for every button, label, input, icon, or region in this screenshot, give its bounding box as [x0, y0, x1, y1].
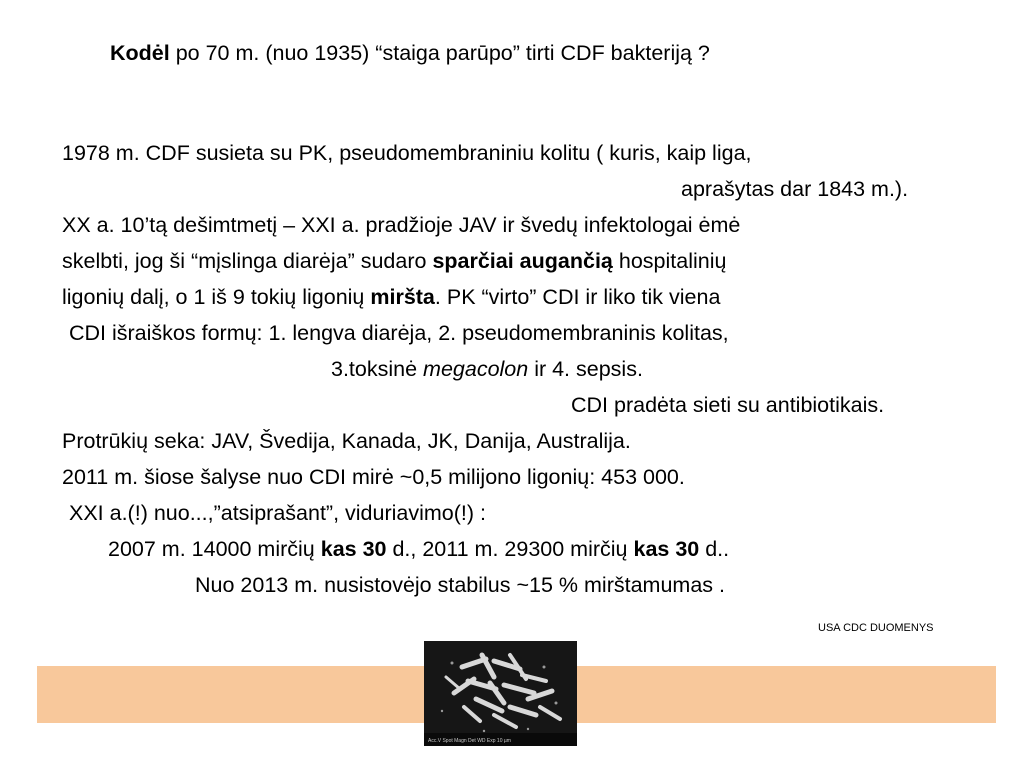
- text-line-4-a: skelbti, jog ši “mįslinga diarėja” sudaro: [62, 249, 433, 273]
- text-line-3: XX a. 10’tą dešimtmetį – XXI a. pradžioje JAV ir švedų infektologai ėmė: [62, 213, 741, 237]
- text-line-8: CDI pradėta sieti su antibiotikais.: [571, 393, 885, 417]
- text-line-12: [108, 536, 729, 562]
- text-line-7-a: 3.toksinė: [331, 357, 424, 381]
- text-line-6: CDI išraiškos formų: 1. lengva diarėja, 2. pseudomembraninis kolitas,: [69, 321, 729, 345]
- text-line-4-c: hospitalinių: [612, 249, 727, 273]
- text-line-12-bold-1: kas 30: [320, 537, 387, 561]
- text-line-5-c: . PK “virto” CDI ir liko tik viena: [434, 285, 721, 309]
- text-line-12-bold-2: kas 30: [633, 537, 700, 561]
- text-line-12-e: d..: [699, 537, 730, 561]
- text-line-4: [62, 248, 726, 274]
- title-bold: Kodėl: [110, 41, 170, 65]
- text-line-13: Nuo 2013 m. nusistovėjo stabilus ~15 % mirštamumas .: [195, 573, 725, 597]
- slide-title: [110, 41, 710, 66]
- text-line-7-c: ir 4. sepsis.: [528, 357, 643, 381]
- text-line-4-bold: sparčiai augančią: [432, 249, 613, 273]
- micrograph-caption: Acc.V Spot Magn Det WD Exp 10 µm: [428, 738, 511, 744]
- title-rest: po 70 m. (nuo 1935) “staiga parūpo” tirti CDF bakteriją ?: [169, 41, 710, 65]
- text-line-5: [62, 284, 720, 310]
- text-line-7: [331, 356, 643, 382]
- text-line-12-a: 2007 m. 14000 mirčių: [108, 537, 321, 561]
- text-line-9: Protrūkių seka: JAV, Švedija, Kanada, JK, Danija, Australija.: [62, 429, 631, 453]
- text-line-11: XXI a.(!) nuo...,”atsiprašant”, viduriavimo(!) :: [69, 501, 486, 525]
- bacteria-micrograph: [424, 641, 577, 746]
- text-line-1: 1978 m. CDF susieta su PK, pseudomembraniniu kolitu ( kuris, kaip liga,: [62, 141, 752, 165]
- text-line-10: 2011 m. šiose šalyse nuo CDI mirė ~0,5 milijono ligonių: 453 000.: [62, 465, 685, 489]
- text-line-2: aprašytas dar 1843 m.).: [681, 177, 909, 201]
- text-line-7-italic: megacolon: [423, 357, 529, 381]
- text-line-5-bold: miršta: [370, 285, 435, 309]
- text-line-12-c: d., 2011 m. 29300 mirčių: [386, 537, 634, 561]
- text-line-5-a: ligonių dalį, o 1 iš 9 tokių ligonių: [62, 285, 371, 309]
- source-label: USA CDC DUOMENYS: [818, 622, 934, 634]
